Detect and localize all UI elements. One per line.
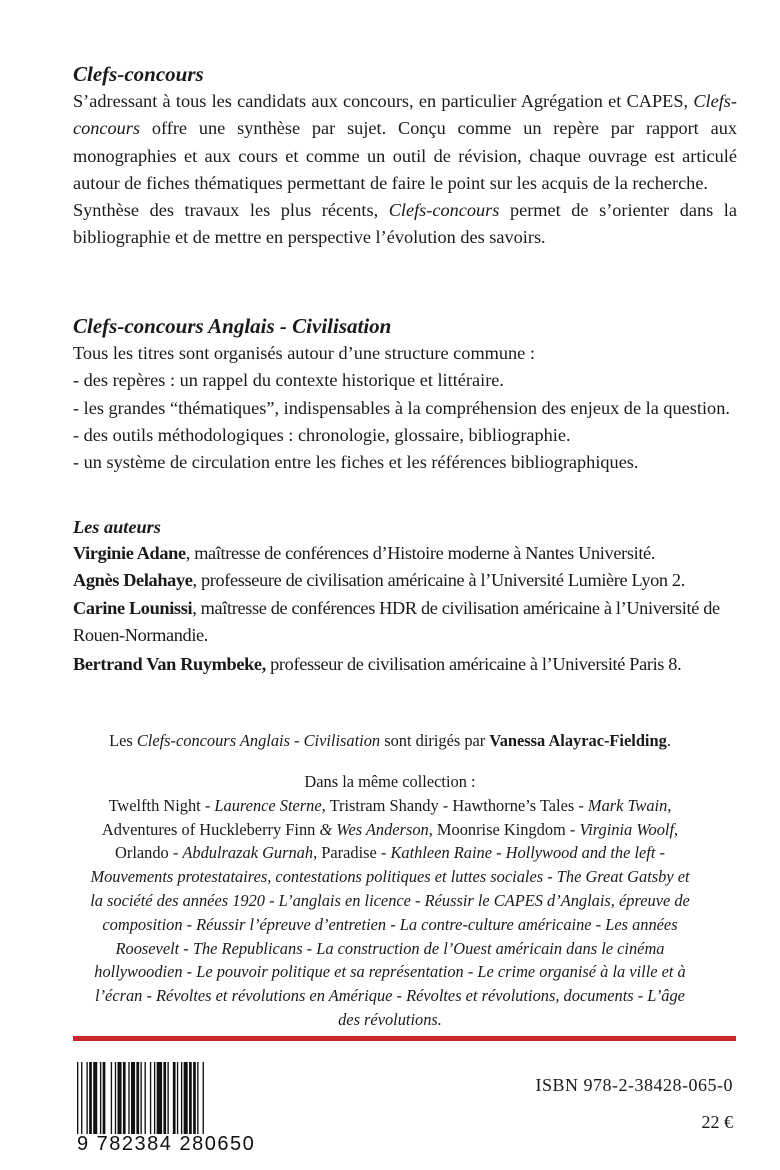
- collection-title: Mark Twain: [587, 795, 668, 815]
- same-collection: [0, 770, 780, 1032]
- authors-heading: Les auteurs: [73, 517, 161, 537]
- collection-list: [90, 794, 690, 1032]
- barcode-bar: [128, 1062, 129, 1134]
- barcode-number: 9 782384 280650: [77, 1133, 256, 1155]
- barcode-bar: [189, 1062, 192, 1134]
- barcode-bar: [197, 1062, 198, 1134]
- collection-title: , Paradise -: [313, 843, 391, 863]
- section-title: Clefs-concours: [73, 62, 204, 86]
- structure-line: - des repères : un rappel du contexte historique et littéraire.: [73, 370, 504, 391]
- barcode: [77, 1062, 255, 1134]
- barcode-bar: [181, 1062, 182, 1134]
- barcode-bar: [131, 1062, 135, 1134]
- barcode-bar: [100, 1062, 101, 1134]
- barcode-bar: [118, 1062, 122, 1134]
- barcode-bar: [173, 1062, 176, 1134]
- price: 22 €: [701, 1112, 733, 1132]
- red-divider: [73, 1036, 736, 1041]
- barcode-bar: [163, 1062, 166, 1134]
- section-clefs-concours: [73, 60, 737, 252]
- author-entry: Agnès Delahaye, professeure de civilisation américaine à l’Université Lumière Lyon 2.: [73, 570, 685, 591]
- author-entry: Bertrand Van Ruymbeke, professeur de civilisation américaine à l’Université Paris 8.: [73, 654, 682, 675]
- collection-title: & Wes Anderson,: [319, 819, 433, 839]
- structure-line: - des outils méthodologiques : chronologie, glossaire, bibliographie.: [73, 424, 571, 445]
- barcode-bar: [93, 1062, 97, 1134]
- barcode-bar: [150, 1062, 151, 1134]
- collection-title: Twelfth Night -: [108, 795, 215, 815]
- barcode-bar: [89, 1062, 92, 1134]
- structure-line: - un système de circulation entre les fiches et les références bibliographiques.: [73, 452, 639, 473]
- structure-line: - les grandes “thématiques”, indispensables à la compréhension des enjeux de la question.: [73, 397, 730, 418]
- barcode-bar: [111, 1062, 112, 1134]
- barcode-bar: [157, 1062, 162, 1134]
- collection-title: Laurence Sterne: [214, 795, 322, 815]
- barcode-bar: [77, 1062, 78, 1134]
- collection-title: Virginia Woolf: [579, 819, 674, 839]
- barcode-bar: [145, 1062, 146, 1134]
- barcode-bar: [154, 1062, 155, 1134]
- author-entry: Carine Lounissi, maîtresse de conférences HDR de civilisation américaine à l’Université de Rouen-Normandie.: [73, 597, 720, 645]
- barcode-bar: [184, 1062, 188, 1134]
- collection-title: , Adventures of Huckleberry Finn: [101, 795, 672, 839]
- collection-title: Kathleen Raine - Hollywood and the left - Mouvements protestataires, contestations politiques et luttes sociales - The Great Gatsby et la société des années 1920 - L’anglais en licence - Réussir le CAPES d’Anglais, épreuve de composition - Réussir l’épreuve d’entretien - La contre-culture américaine - Les années Roosevelt - The Republicans - La construction de l’Ouest américain dans le cinéma hollywoodien - Le pouvoir politique et sa représentation - Le crime organisé à la ville et à l’écran - Révoltes et révolutions en Amérique - Révoltes et révolutions, documents - L’âge des révolutions.: [90, 843, 690, 1029]
- structure-line: Tous les titres sont organisés autour d’une structure commune :: [73, 343, 535, 363]
- barcode-bar: [115, 1062, 116, 1134]
- collection-title: , Orlando -: [115, 819, 679, 863]
- author-entry: Virginie Adane, maîtresse de conférences d’Histoire moderne à Nantes Université.: [73, 543, 656, 563]
- intro-paragraph: S’adressant à tous les candidats aux concours, en particulier Agrégation et CAPES, Clefs-concours offre une synthèse par sujet. Conçu comme un repère par rapport aux monographies et aux cours et comme un outil de révision, chaque ouvrage est articulé autour de fiches thématiques permettant de faire le point sur les acquis de la recherche.: [73, 91, 737, 193]
- barcode-bar: [167, 1062, 168, 1134]
- barcode-bar: [140, 1062, 141, 1134]
- collection-title: , Tristram Shandy - Hawthorne’s Tales -: [321, 795, 588, 815]
- synthesis-paragraph: Synthèse des travaux les plus récents, Clefs-concours permet de s’orienter dans la bibliographie et de mettre en perspective l’évolution des savoirs.: [73, 200, 737, 248]
- collection-title: Moonrise Kingdom -: [432, 819, 580, 839]
- authors-section: [73, 514, 737, 678]
- barcode-bar: [177, 1062, 178, 1134]
- collection-heading: Dans la même collection :: [304, 772, 476, 791]
- section-title: Clefs-concours Anglais - Civilisation: [73, 314, 392, 338]
- barcode-bar: [123, 1062, 126, 1134]
- isbn: ISBN 978-2-38428-065-0: [535, 1075, 733, 1095]
- barcode-bar: [193, 1062, 196, 1134]
- barcode-bar: [203, 1062, 204, 1134]
- series-direction: Les Clefs-concours Anglais - Civilisation sont dirigés par Vanessa Alayrac-Fielding.: [109, 731, 671, 750]
- barcode-bar: [103, 1062, 106, 1134]
- collection-title: Abdulrazak Gurnah: [182, 843, 314, 863]
- barcode-bar: [136, 1062, 139, 1134]
- section-anglais-civilisation: [73, 312, 730, 476]
- barcode-bar: [81, 1062, 82, 1134]
- barcode-bar: [86, 1062, 87, 1134]
